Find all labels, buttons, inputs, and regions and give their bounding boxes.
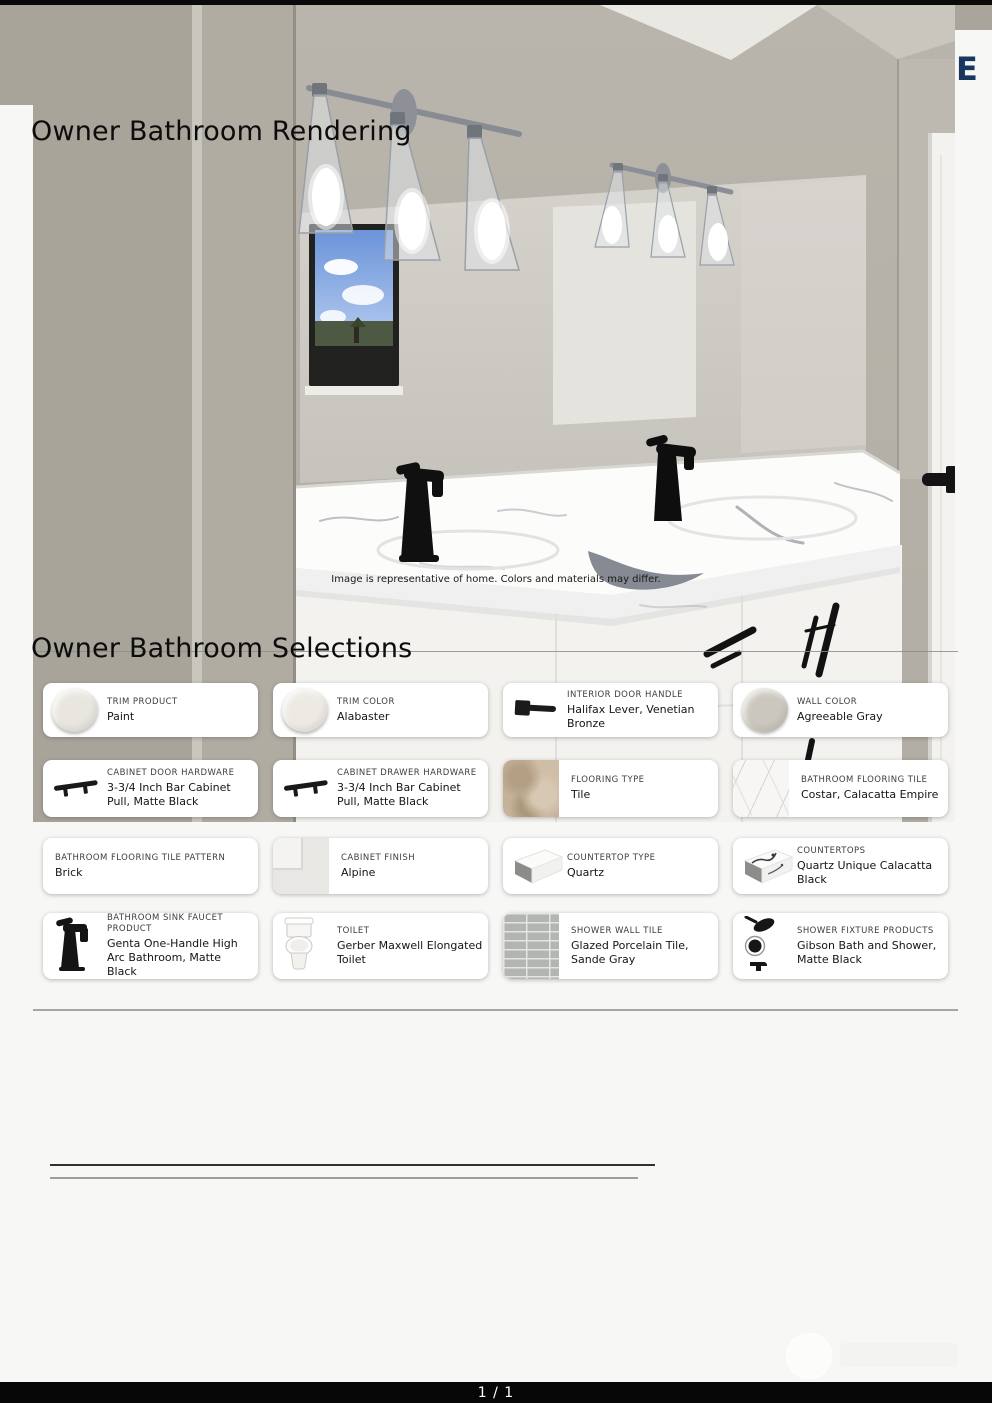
selection-label: INTERIOR DOOR HANDLE	[567, 689, 683, 700]
quartz-slab-veined-icon	[742, 843, 794, 889]
paint-blob-icon	[282, 688, 328, 732]
selection-value: Alpine	[341, 865, 376, 879]
selection-card-countertop-type	[503, 838, 718, 894]
selection-value: Genta One-Handle High Arc Bathroom, Matte Black	[107, 937, 238, 978]
selections-row-4	[43, 913, 948, 979]
selection-value: 3-3/4 Inch Bar Cabinet Pull, Matte Black	[337, 781, 461, 809]
subway-tile-swatch-icon	[503, 913, 559, 979]
selection-label: TOILET	[337, 925, 370, 936]
marble-swatch-icon	[733, 760, 789, 817]
faucet-icon	[52, 916, 92, 976]
selection-card-flooring-type	[503, 760, 718, 817]
selection-label: COUNTERTOP TYPE	[567, 852, 656, 863]
selection-label: SHOWER FIXTURE PRODUCTS	[797, 925, 934, 936]
selection-label: BATHROOM SINK FAUCET PRODUCT	[107, 913, 224, 935]
selection-label: BATHROOM FLOORING TILE PATTERN	[55, 852, 226, 863]
selection-card-shower-fixtures	[733, 913, 948, 979]
selection-card-cabinet-drawer-hardware	[273, 760, 488, 817]
selection-value: 3-3/4 Inch Bar Cabinet Pull, Matte Black	[107, 781, 231, 809]
selection-value: Agreeable Gray	[797, 709, 883, 723]
watermark-text-blob	[840, 1343, 958, 1367]
selection-label: COUNTERTOPS	[797, 845, 866, 856]
selection-card-door-handle	[503, 683, 718, 737]
selection-value: Quartz Unique Calacatta Black	[797, 858, 933, 886]
selection-card-sink-faucet	[43, 913, 258, 979]
selection-value: Costar, Calacatta Empire	[801, 788, 939, 802]
selection-card-trim-product	[43, 683, 258, 737]
selection-card-shower-wall-tile	[503, 913, 718, 979]
left-page-margin	[0, 105, 33, 822]
selection-card-cabinet-door-hardware	[43, 760, 258, 817]
viewer-bottom-bar	[0, 1382, 992, 1403]
selection-card-wall-color	[733, 683, 948, 737]
cabinet-finish-swatch-icon	[273, 838, 329, 894]
builder-logo-letter: E	[956, 50, 978, 88]
signature-line-gray	[50, 1177, 638, 1179]
selection-value: Tile	[571, 788, 591, 802]
quartz-slab-icon	[512, 843, 564, 889]
section-divider-rule	[33, 1009, 958, 1011]
selection-label: CABINET FINISH	[341, 852, 416, 863]
selection-value: Gibson Bath and Shower, Matte Black	[797, 938, 937, 966]
selection-card-cabinet-finish	[273, 838, 488, 894]
bar-pull-icon	[282, 774, 330, 804]
selection-value: Paint	[107, 709, 135, 723]
selection-label: CABINET DRAWER HARDWARE	[337, 768, 477, 779]
selection-label: CABINET DOOR HARDWARE	[107, 768, 235, 779]
selection-value: Halifax Lever, Venetian Bronze	[567, 702, 695, 730]
toilet-icon	[282, 916, 316, 976]
selection-label: WALL COLOR	[797, 696, 858, 707]
signature-line-dark	[50, 1164, 655, 1166]
selection-label: TRIM COLOR	[337, 696, 395, 707]
selection-label: BATHROOM FLOORING TILE	[801, 775, 928, 786]
selections-row-2	[43, 760, 948, 817]
shower-fixtures-icon	[742, 916, 780, 976]
image-bleed-strip	[955, 5, 992, 30]
selections-row-1	[43, 683, 948, 737]
selection-value: Quartz	[567, 865, 604, 879]
selection-value: Gerber Maxwell Elongated Toilet	[337, 938, 483, 966]
tile-swatch-icon	[503, 760, 559, 817]
selection-card-trim-color	[273, 683, 488, 737]
selection-value: Brick	[55, 865, 83, 879]
page-indicator: 1 / 1	[477, 1384, 515, 1401]
selections-title: Owner Bathroom Selections	[31, 633, 413, 664]
right-page-margin	[955, 30, 992, 822]
selection-card-tile-pattern	[43, 838, 258, 894]
selection-card-bathroom-flooring-tile	[733, 760, 948, 817]
selection-value: Alabaster	[337, 709, 390, 723]
door-handle-icon	[512, 693, 558, 727]
selection-card-countertops	[733, 838, 948, 894]
watermark-logo-circle	[786, 1333, 832, 1379]
bar-pull-icon	[52, 774, 100, 804]
selection-value: Glazed Porcelain Tile, Sande Gray	[571, 938, 689, 966]
selection-label: TRIM PRODUCT	[107, 696, 178, 707]
paint-blob-icon	[742, 688, 788, 732]
image-disclaimer-caption: Image is representative of home. Colors and materials may differ.	[331, 574, 661, 585]
selection-label: SHOWER WALL TILE	[571, 925, 663, 936]
paint-blob-icon	[52, 688, 98, 732]
selections-row-3	[43, 838, 948, 894]
rendering-title: Owner Bathroom Rendering	[31, 116, 412, 147]
selection-label: FLOORING TYPE	[571, 775, 645, 786]
selection-card-toilet	[273, 913, 488, 979]
